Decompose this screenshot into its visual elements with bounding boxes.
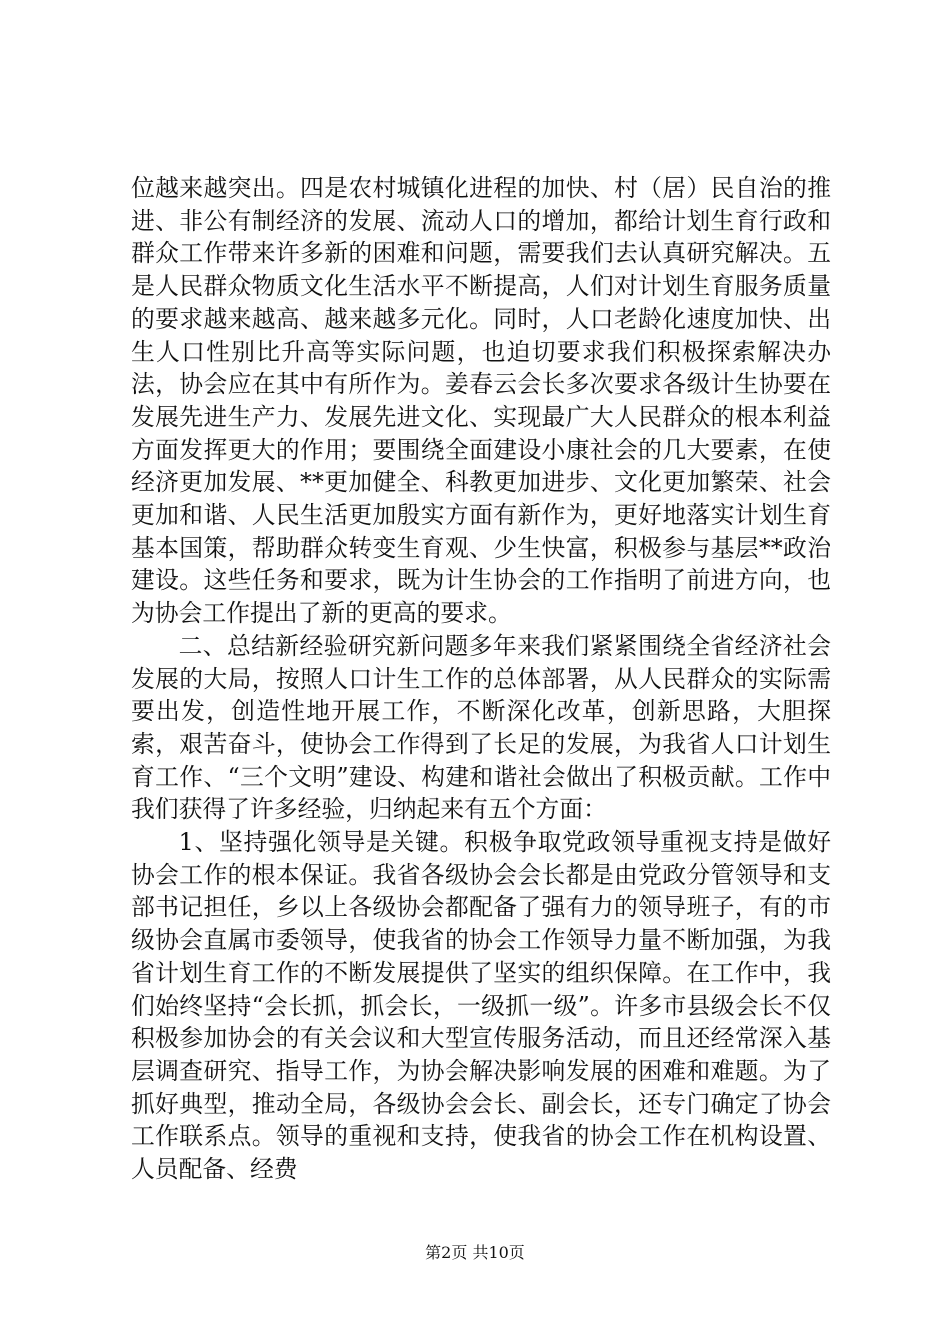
paragraph-1: 位越来越突出。四是农村城镇化进程的加快、村（居）民自治的推进、非公有制经济的发展、流动人口的增加，都给计划生育行政和群众工作带来许多新的困难和问题，需要我们去认真研究解决。五是人民群众物质文化生活水平不断提高，人们对计划生育服务质量的要求越来越高、越来越多元化。同时，人口老龄化速度加快、出生人口性别比升高等实际问题，也迫切要求我们积极探索解决办法，协会应在其中有所作为。姜春云会长多次要求各级计生协要在发展先进生产力、发展先进文化、实现最广大人民群众的根本利益方面发挥更大的作用；要围绕全面建设小康社会的几大要素，在使经济更加发展、**更加健全、科教更加进步、文化更加繁荣、社会更加和谐、人民生活更加殷实方面有新作为，更好地落实计划生育基本国策，帮助群众转变生育观、少生快富，积极参与基层**政治建设。这些任务和要求，既为计生协会的工作指明了前进方向，也为协会工作提出了新的更高的要求。 — [131, 174, 831, 628]
paragraph-3: 1、坚持强化领导是关键。积极争取党政领导重视支持是做好协会工作的根本保证。我省各级协会会长都是由党政分管领导和支部书记担任，乡以上各级协会都配备了强有力的领导班子，有的市级协会直属市委领导，使我省的协会工作领导力量不断加强，为我省计划生育工作的不断发展提供了坚实的组织保障。在工作中，我们始终坚持“会长抓，抓会长，一级抓一级”。许多市县级会长不仅积极参加协会的有关会议和大型宣传服务活动，而且还经常深入基层调查研究、指导工作，为协会解决影响发展的困难和难题。为了抓好典型，推动全局，各级协会会长、副会长，还专门确定了协会工作联系点。领导的重视和支持，使我省的协会工作在机构设置、人员配备、经费 — [131, 828, 831, 1184]
page-number-footer: 第2页 共10页 — [425, 1243, 525, 1262]
document-body — [131, 172, 831, 1186]
paragraph-2: 二、总结新经验研究新问题多年来我们紧紧围绕全省经济社会发展的大局，按照人口计生工作的总体部署，从人民群众的实际需要出发，创造性地开展工作，不断深化改革，创新思路，大胆探索，艰苦奋斗，使协会工作得到了长足的发展，为我省人口计划生育工作、“三个文明”建设、构建和谐社会做出了积极贡献。工作中我们获得了许多经验，归纳起来有五个方面： — [131, 631, 831, 824]
